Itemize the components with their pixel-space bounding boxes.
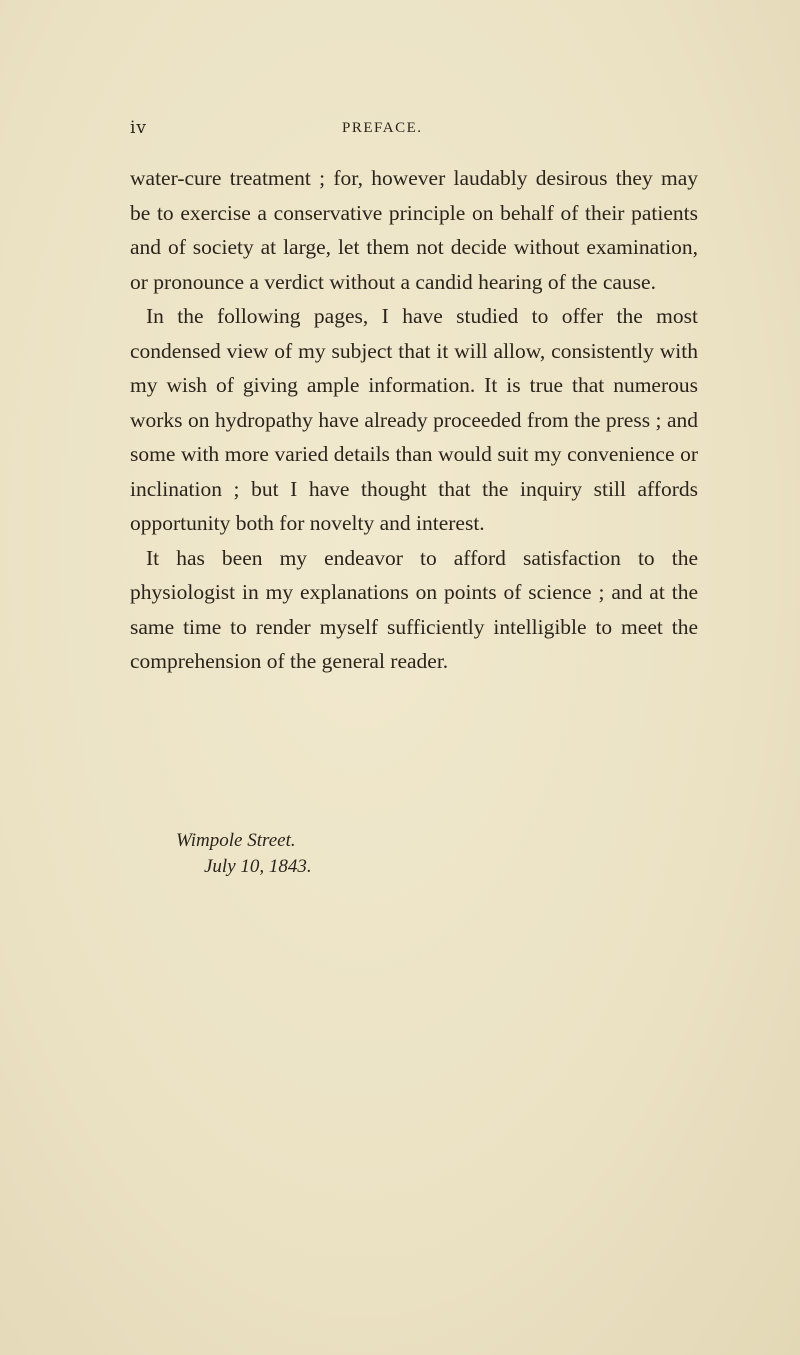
body-text (130, 161, 698, 679)
page-number: iv (130, 118, 148, 138)
signoff-date: July 10, 1843. (204, 856, 312, 877)
paragraph: It has been my endeavor to afford satisfaction to the physiologist in my explanations on points of science ; and at the same time to render myself sufficiently intelligible to meet the comprehension of the general reader. (130, 545, 698, 673)
signoff-place: Wimpole Street. (176, 830, 296, 851)
paragraph: In the following pages, I have studied to offer the most condensed view of my subject that it will allow, consistently with my wish of giving ample information. It is true that numerous works on hydropathy have already proceeded from the press ; and some with more varied details than would suit my convenience or inclination ; but I have thought that the inquiry still affords opportunity both for novelty and interest. (130, 304, 698, 535)
paragraph-continuation: water-cure treatment ; for, however laudably desirous they may be to exercise a conservative principle on behalf of their patients and of society at large, let them not decide without examination, or pronounce a verdict without a candid hearing of the cause. (130, 166, 698, 294)
running-head: PREFACE. (342, 120, 423, 136)
signoff (176, 828, 312, 880)
page-header (130, 118, 700, 142)
